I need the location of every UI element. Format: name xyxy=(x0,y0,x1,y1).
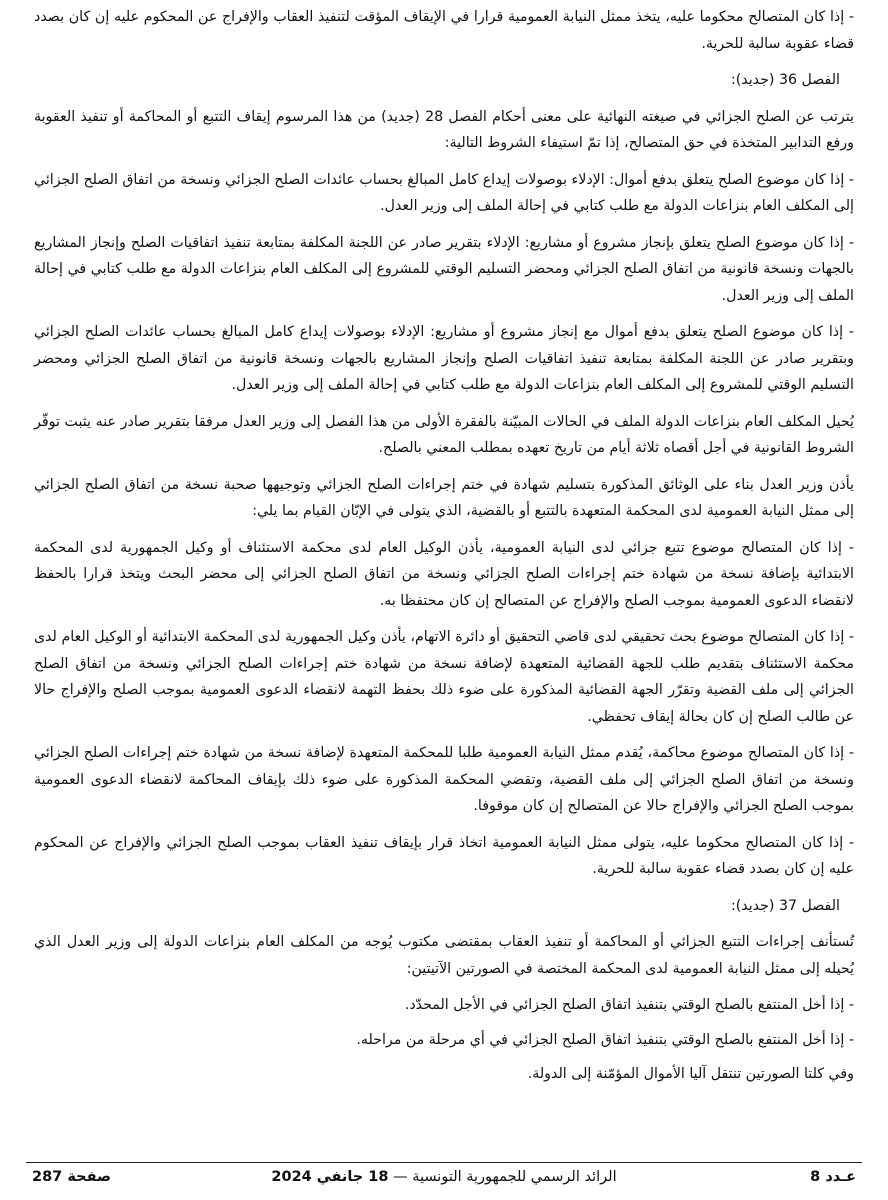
footer-journal-name: الرائد الرسمي للجمهورية التونسية — xyxy=(393,1169,617,1185)
paragraph-item: - إذا أخل المنتفع بالصلح الوقتي بتنفيذ اتفاق الصلح الجزائي في الأجل المحدّد. xyxy=(404,997,854,1013)
footer-issue-number: عـدد 8 xyxy=(810,1169,856,1185)
paragraph-item: - إذا كان المتصالح محكوما عليه، يتولى ممثل النيابة العمومية اتخاذ قرار بإيقاف تنفيذ العقاب بموجب الصلح الجزائي والإفراج عن المحكوم عليه إن كان بصدد قضاء عقوبة سالبة للحرية. xyxy=(34,834,854,877)
paragraph-item: - إذا كان المتصالح موضوع بحث تحقيقي لدى قاضي التحقيق أو دائرة الاتهام، يأذن وكيل الجمهورية لدى المحكمة الابتدائية أو الوكيل العام لدى محكمة الاستئناف بتقديم طلب للجهة القضائية المتعهدة لإضافة نسخة من شهادة ختم إجراءات الصلح الجزائي ونسخة من اتفاق الصلح الجزائي إلى ملف القضية وتقرّر الجهة القضائية المذكورة على ضوء ذلك بحفظ التهمة لانقضاء الدعوى العمومية بموجب الصلح والإفراج حالا عن طالب الصلح إن كان بحالة إيقاف تحفظي. xyxy=(34,629,854,725)
paragraph-item: يُحيل المكلف العام بنزاعات الدولة الملف في الحالات المبيّنة بالفقرة الأولى من هذا الفصل إلى وزير العدل مرفقا بتقرير صادر عنه يثبت توفّر الشروط القانونية في أجل أقصاه ثلاثة أيام من تاريخ تعهده بمطلب المعني بالصلح. xyxy=(34,413,854,456)
paragraph-item: يأذن وزير العدل بناء على الوثائق المذكورة بتسليم شهادة في ختم إجراءات الصلح الجزائي وتوجيهها صحبة نسخة من اتفاق الصلح الجزائي إلى ممثل النيابة العمومية لدى المحكمة المتعهدة بالتتبع أو بالقضية، الذي يتولى في الإبّان القيام بما يلي: xyxy=(34,476,854,519)
article-heading-36: الفصل 36 (جديد): xyxy=(730,72,840,88)
paragraph-item: - إذا كان موضوع الصلح يتعلق بإنجاز مشروع أو مشاريع: الإدلاء بتقرير صادر عن اللجنة المكلفة بمتابعة تنفيذ اتفاقيات الصلح وإنجاز المشاريع بالجهات ونسخة قانونية من اتفاق الصلح الجزائي ومحضر التسليم الوقتي للمشروع إلى المكلف العام بنزاعات الدولة مع طلب كتابي في إحالة الملف إلى وزير العدل. xyxy=(34,234,854,304)
footer-date: 18 جانفي 2024 xyxy=(271,1169,389,1185)
paragraph-item: تُستأنف إجراءات التتبع الجزائي أو المحاكمة أو تنفيذ العقاب بمقتضى مكتوب يُوجه من المكلف العام بنزاعات الدولة إلى وزير العدل الذي يُحيله إلى ممثل النيابة العمومية لدى المحكمة المختصة في الصورتين الآتيتين: xyxy=(34,934,854,977)
paragraph-item: - إذا كان المتصالح محكوما عليه، يتخذ ممثل النيابة العمومية قرارا في الإيقاف المؤقت لتنفيذ العقاب والإفراج عن المحكوم عليه إن كان بصدد قضاء عقوبة سالبة للحرية. xyxy=(34,9,854,52)
paragraph-item: - إذا كان المتصالح موضوع تتبع جزائي لدى النيابة العمومية، يأذن الوكيل العام لدى محكمة الاستئناف أو وكيل الجمهورية لدى المحكمة الابتدائية بإضافة نسخة من شهادة ختم إجراءات الصلح الجزائي ونسخة من اتفاق الصلح الجزائي إلى محضر البحث ويتخذ قرارا بالحفظ لانقضاء الدعوى العمومية بموجب الصلح والإفراج عن المتصالح إن كان محتفظا به. xyxy=(34,539,854,609)
article-heading-37: الفصل 37 (جديد): xyxy=(730,897,840,914)
paragraph-item: - إذا أخل المنتفع بالصلح الوقتي بتنفيذ اتفاق الصلح الجزائي في أي مرحلة من مراحله. xyxy=(356,1031,854,1048)
footer-page-number: صفحة 287 xyxy=(32,1169,112,1185)
paragraph-item: يترتب عن الصلح الجزائي في صيغته النهائية على معنى أحكام الفصل 28 (جديد) من هذا المرسوم إيقاف التتبع أو المحاكمة أو تنفيذ العقوبة ورفع التدابير المتخذة في حق المتصالح، إذا تمّ استيفاء الشروط التالية: xyxy=(34,108,854,151)
paragraph-item: - إذا كان موضوع الصلح يتعلق بدفع أموال: الإدلاء بوصولات إيداع كامل المبالغ بحساب عائدات الصلح الجزائي ونسخة من اتفاق الصلح الجزائي إلى المكلف العام بنزاعات الدولة مع طلب كتابي في إحالة الملف إلى وزير العدل. xyxy=(34,171,854,214)
page-footer xyxy=(26,1162,862,1199)
document-page xyxy=(34,4,854,1148)
paragraph-item: - إذا كان موضوع الصلح يتعلق بدفع أموال مع إنجاز مشروع أو مشاريع: الإدلاء بوصولات إيداع كامل المبالغ بحساب عائدات الصلح الجزائي وبتقرير صادر عن اللجنة المكلفة بمتابعة تنفيذ اتفاقيات الصلح وإنجاز المشاريع بالجهات ونسخة قانونية من اتفاق الصلح الجزائي ومحضر التسليم الوقتي للمشروع إلى المكلف العام بنزاعات الدولة مع طلب كتابي في إحالة الملف إلى وزير العدل. xyxy=(34,324,854,393)
footer-journal-title xyxy=(26,1169,862,1185)
paragraph-item: - إذا كان المتصالح موضوع محاكمة، يُقدم ممثل النيابة العمومية طلبا للمحكمة المتعهدة لإضافة نسخة من شهادة ختم إجراءات الصلح الجزائي ونسخة من اتفاق الصلح الجزائي إلى ملف القضية، وتقضي المحكمة المذكورة على ضوء ذلك بإيقاف المحاكمة لانقضاء الدعوى العمومية بموجب الصلح الجزائي والإفراج حالا عن المتصالح إن كان موقوفا. xyxy=(34,745,854,814)
paragraph-item: وفي كلتا الصورتين تنتقل آليا الأموال المؤمّنة إلى الدولة. xyxy=(527,1066,854,1082)
